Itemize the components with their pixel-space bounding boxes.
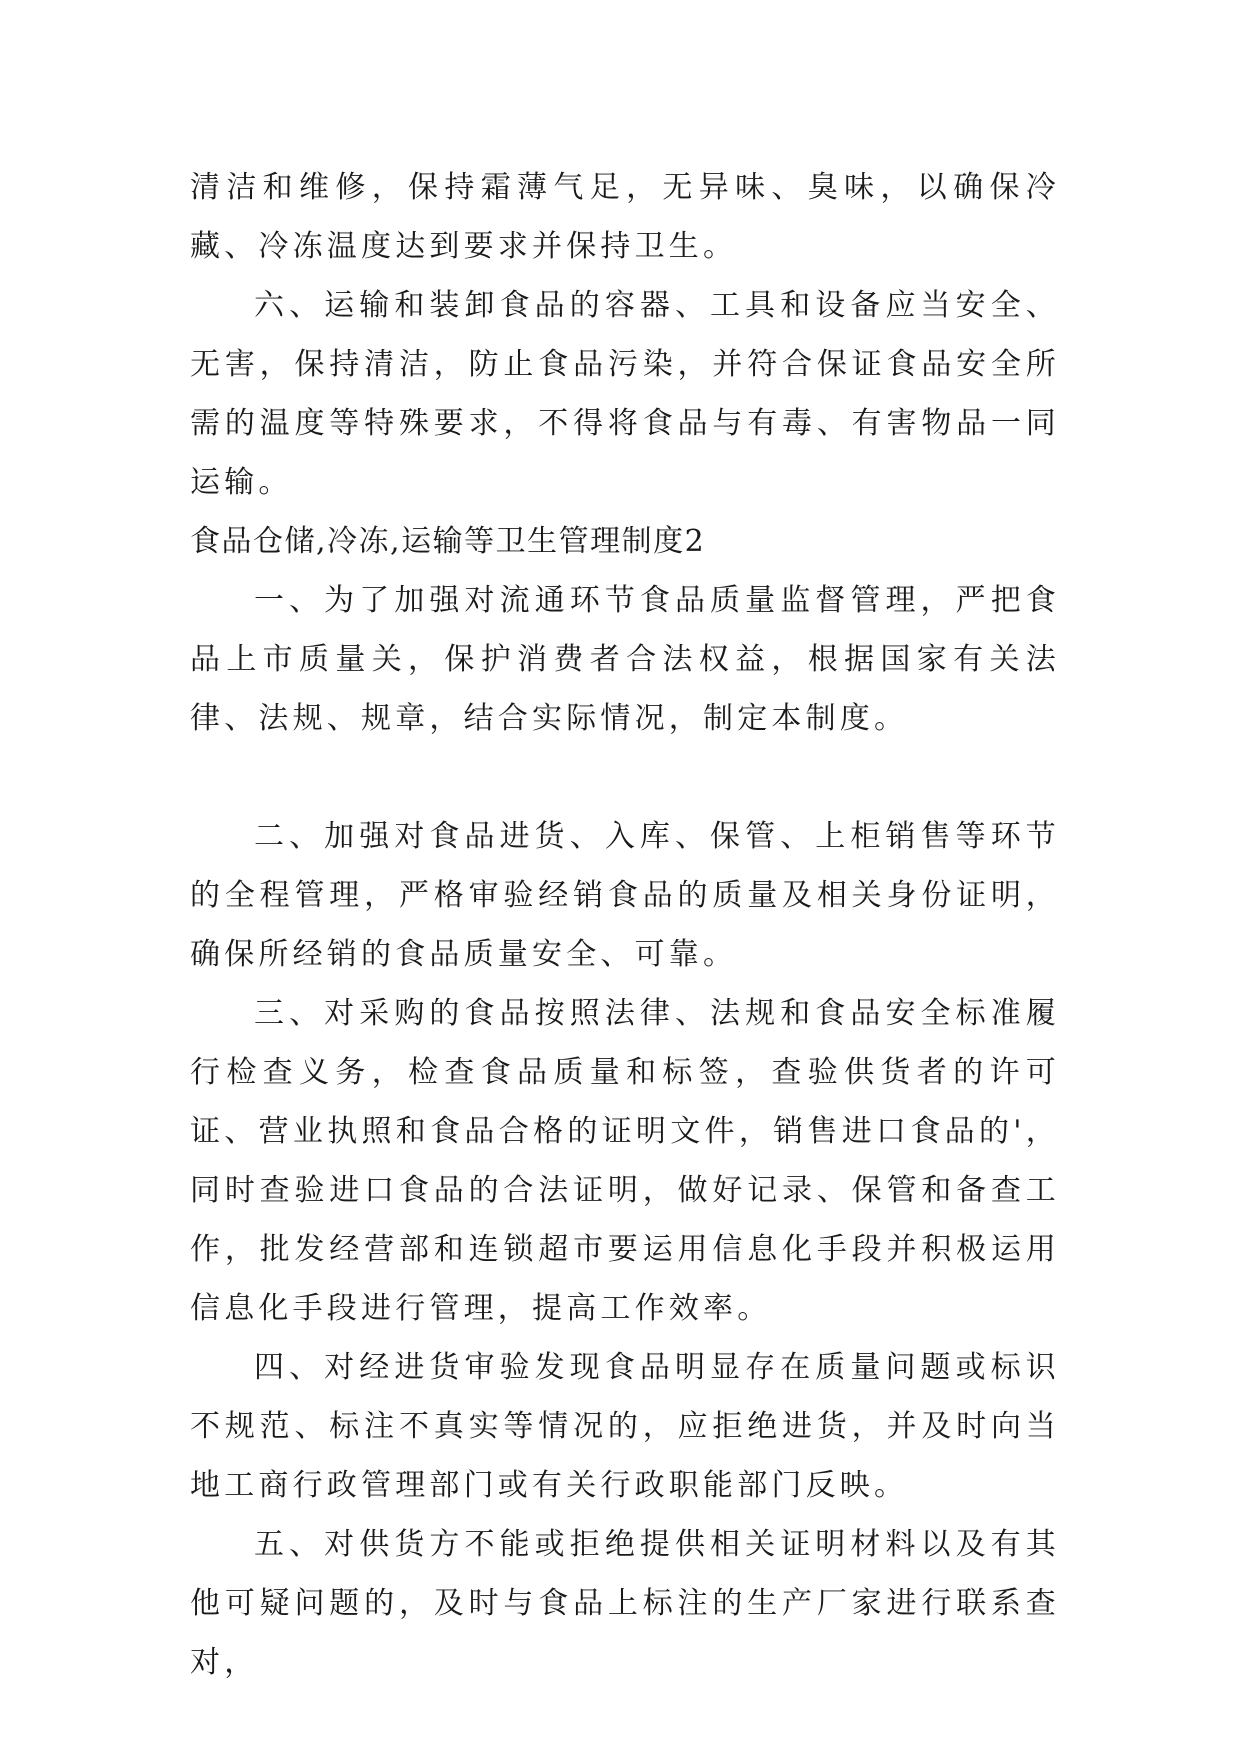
section-heading: 食品仓储,冷冻,运输等卫生管理制度2 xyxy=(190,524,706,559)
paragraph-item-6: 六、运输和装卸食品的容器、工具和设备应当安全、无害，保持清洁，防止食品污染，并符合保证食品安全所需的温度等特殊要求，不得将食品与有毒、有害物品一同运输。 xyxy=(190,288,1060,500)
blank-line xyxy=(190,748,1060,807)
paragraph-item-3: 三、对采购的食品按照法律、法规和食品安全标准履行检查义务，检查食品质量和标签，查验供货者的许可证、营业执照和食品合格的证明文件，销售进口食品的'，同时查验进口食品的合法证明，做好记录、保管和备查工作，批发经营部和连锁超市要运用信息化手段并积极运用信息化手段进行管理，提高工作效率。 xyxy=(190,996,1060,1326)
paragraph-item-1: 一、为了加强对流通环节食品质量监督管理，严把食品上市质量关，保护消费者合法权益，根据国家有关法律、法规、规章，结合实际情况，制定本制度。 xyxy=(190,583,1060,736)
paragraph-item-4: 四、对经进货审验发现食品明显存在质量问题或标识不规范、标注不真实等情况的，应拒绝进货，并及时向当地工商行政管理部门或有关行政职能部门反映。 xyxy=(190,1350,1060,1503)
document-body xyxy=(190,158,1060,1692)
paragraph-item-5: 五、对供货方不能或拒绝提供相关证明材料以及有其他可疑问题的，及时与食品上标注的生产厂家进行联系查对， xyxy=(190,1527,1060,1680)
paragraph-continued: 清洁和维修，保持霜薄气足，无异味、臭味，以确保冷藏、冷冻温度达到要求并保持卫生。 xyxy=(190,170,1060,264)
paragraph-item-2: 二、加强对食品进货、入库、保管、上柜销售等环节的全程管理，严格审验经销食品的质量及相关身份证明，确保所经销的食品质量安全、可靠。 xyxy=(190,819,1060,972)
